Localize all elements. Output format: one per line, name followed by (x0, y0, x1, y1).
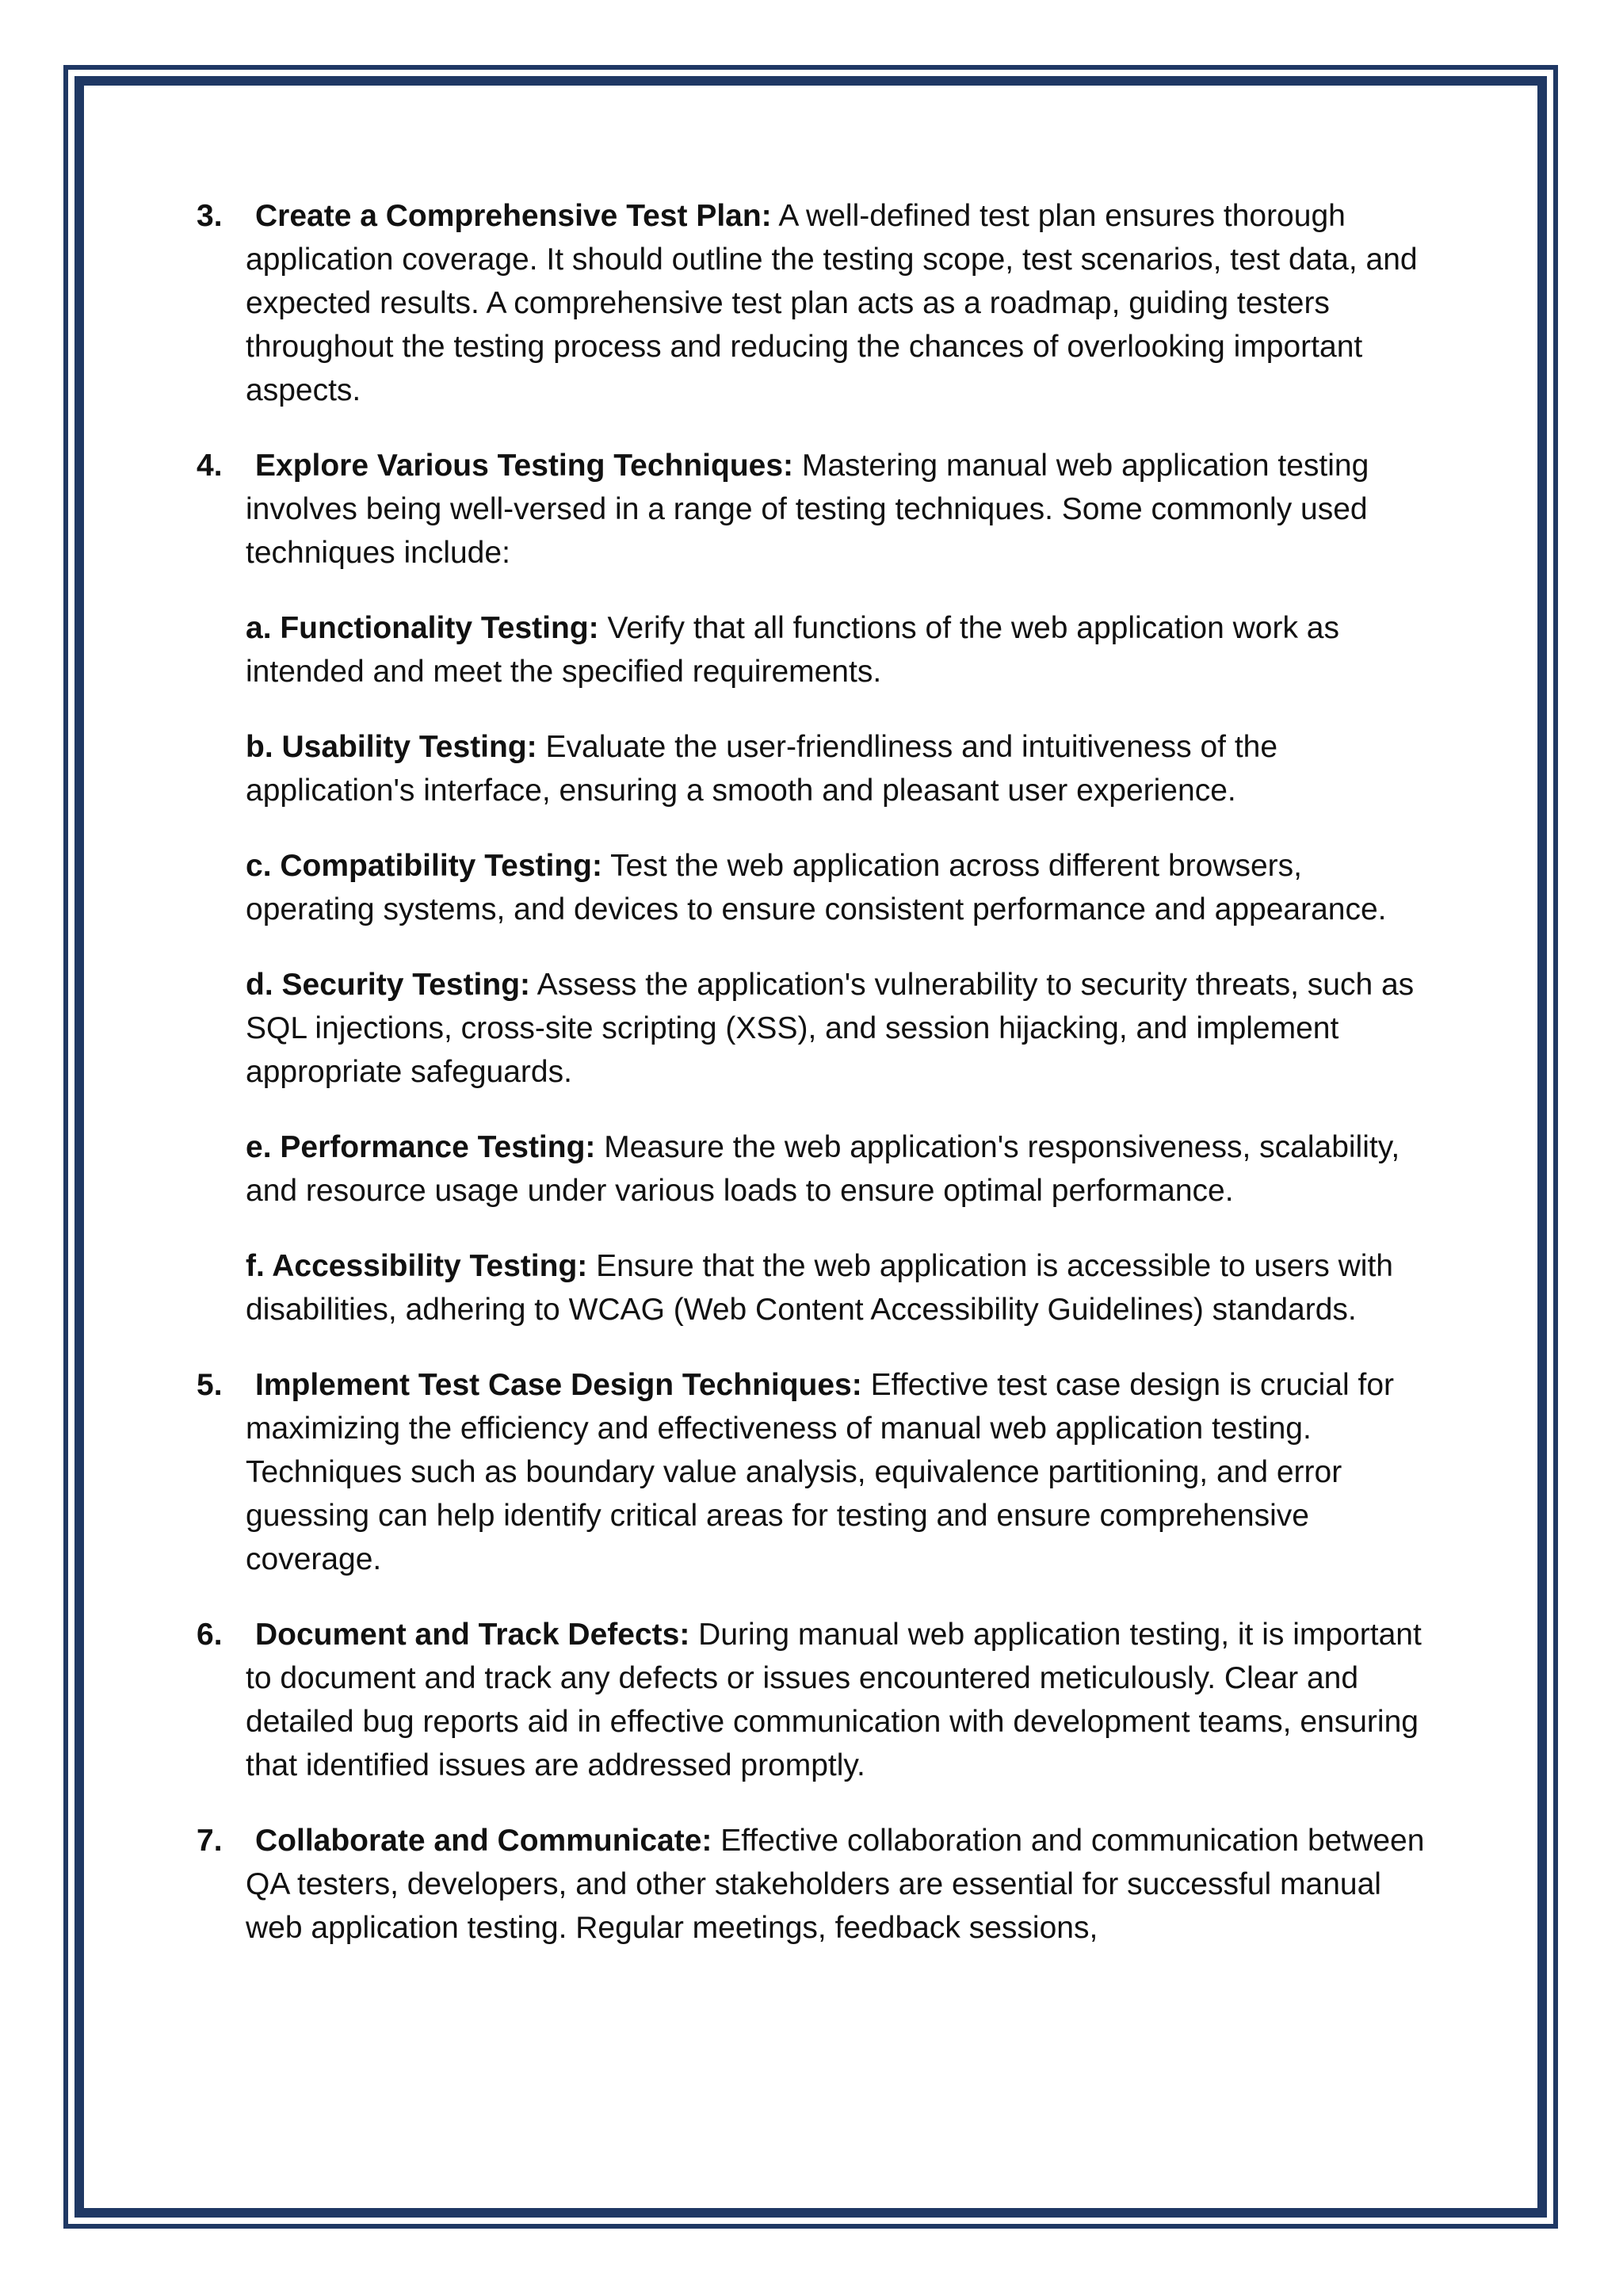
list-number: 5. (197, 1368, 223, 1402)
sub-item-security (246, 963, 1433, 1094)
list-item-title: Create a Comprehensive Test Plan: (255, 199, 772, 233)
sub-item-text: Test the web application across different browsers, operating systems, and devices to ensure consistent performance and appearance. (246, 849, 1387, 926)
sub-item-title: d. Security Testing: (246, 968, 530, 1002)
sub-item-title: c. Compatibility Testing: (246, 849, 602, 883)
list-number: 7. (197, 1824, 223, 1858)
list-item-text: Mastering manual web application testing involves being well-versed in a range of testing techniques. Some commonly used techniques include: (246, 449, 1369, 570)
list-item-text: Effective test case design is crucial for maximizing the efficiency and effectiveness of manual web application testing. Techniques such as boundary value analysis, equivalence partitioning, and error guessing can help identify critical areas for testing and ensure comprehensive coverage. (246, 1368, 1394, 1576)
sub-item-usability (246, 725, 1433, 812)
sub-item-functionality (246, 606, 1433, 693)
sub-item-text: Ensure that the web application is accessible to users with disabilities, adhering to WCAG (Web Content Accessibility Guidelines) standards. (246, 1249, 1393, 1327)
list-number: 4. (197, 449, 223, 483)
list-item-6 (197, 1613, 1433, 1787)
list-item-text: During manual web application testing, it is important to document and track any defects or issues encountered meticulously. Clear and detailed bug reports aid in effective communication with development teams, ensuring that identified issues are addressed promptly. (246, 1618, 1422, 1782)
document-body (197, 194, 1433, 1981)
sub-item-title: a. Functionality Testing: (246, 611, 599, 645)
sub-item-text: Verify that all functions of the web application work as intended and meet the specified requirements. (246, 611, 1339, 689)
list-item-7 (197, 1819, 1433, 1950)
sub-item-title: b. Usability Testing: (246, 730, 537, 764)
list-item-title: Document and Track Defects: (255, 1618, 690, 1652)
sub-item-title: f. Accessibility Testing: (246, 1249, 588, 1283)
sub-list (246, 606, 1433, 1331)
sub-item-title: e. Performance Testing: (246, 1130, 596, 1164)
list-item-4 (197, 444, 1433, 1331)
list-item-title: Implement Test Case Design Techniques: (255, 1368, 862, 1402)
sub-item-performance (246, 1125, 1433, 1213)
sub-item-text: Evaluate the user-friendliness and intuitiveness of the application's interface, ensuring a smooth and pleasant user experience. (246, 730, 1278, 808)
list-item-text: A well-defined test plan ensures thorough application coverage. It should outline the testing scope, test scenarios, test data, and expected results. A comprehensive test plan acts as a roadmap, guiding testers throughout the testing process and reducing the chances of overlooking important aspects. (246, 199, 1418, 407)
list-item-text: Effective collaboration and communication between QA testers, developers, and other stakeholders are essential for successful manual web application testing. Regular meetings, feedback sessions, (246, 1824, 1425, 1945)
list-item-title: Explore Various Testing Techniques: (255, 449, 794, 483)
list-item-title: Collaborate and Communicate: (255, 1824, 712, 1858)
list-item-5 (197, 1363, 1433, 1581)
sub-item-text: Assess the application's vulnerability to security threats, such as SQL injections, cross-site scripting (XSS), and session hijacking, and implement appropriate safeguards. (246, 968, 1415, 1089)
sub-item-accessibility (246, 1244, 1433, 1331)
sub-item-text: Measure the web application's responsiveness, scalability, and resource usage under various loads to ensure optimal performance. (246, 1130, 1400, 1208)
list-number: 6. (197, 1618, 223, 1652)
list-item-3 (197, 194, 1433, 412)
sub-item-compatibility (246, 844, 1433, 931)
list-number: 3. (197, 199, 223, 233)
